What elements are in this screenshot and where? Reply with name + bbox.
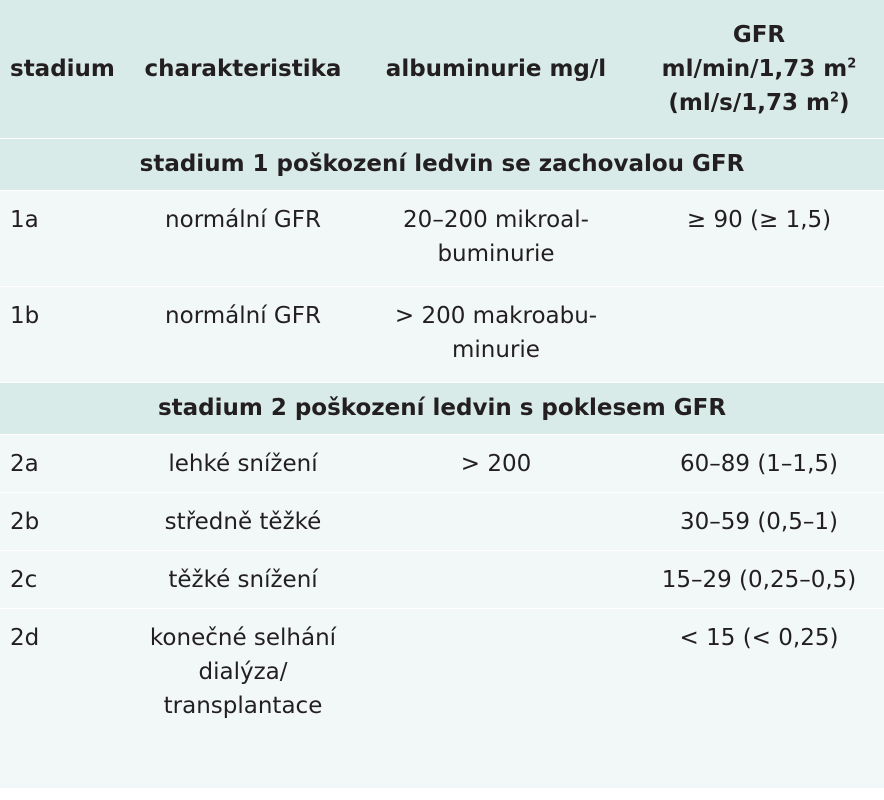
gfr-title: GFR xyxy=(732,21,786,48)
cell-alb xyxy=(358,608,634,788)
cell-gfr: 60–89 (1–1,5) xyxy=(679,450,838,477)
gfr-unit1-sup: 2 xyxy=(847,56,857,72)
cell-alb: 20–200 mikroal-buminurie xyxy=(403,206,589,267)
table-row xyxy=(0,434,884,492)
cell-char: normální GFR xyxy=(165,206,321,233)
cell-char: normální GFR xyxy=(165,302,321,329)
section-title-1: stadium 1 poškození ledvin se zachovalou GFR xyxy=(139,151,745,177)
cell-gfr: < 15 (< 0,25) xyxy=(679,624,839,651)
cell-stadium: 2b xyxy=(10,508,40,535)
cell-char: středně těžké xyxy=(164,508,322,535)
gfr-unit2-close: ) xyxy=(839,89,850,116)
cell-char: lehké snížení xyxy=(168,450,318,477)
gfr-unit-line1 xyxy=(642,52,876,86)
table-row xyxy=(0,608,884,788)
cell-stadium: 2a xyxy=(10,450,39,477)
table-row xyxy=(0,286,884,382)
gfr-unit2-text: (ml/s/1,73 m xyxy=(668,89,830,116)
cell-alb: > 200 makroabu-minurie xyxy=(394,302,598,363)
cell-stadium: 2d xyxy=(10,624,40,651)
header-stadium: stadium xyxy=(10,55,115,82)
cell-stadium: 1b xyxy=(10,302,40,329)
section-title-2: stadium 2 poškození ledvin s poklesem GFR xyxy=(157,395,727,421)
gfr-unit2-sup: 2 xyxy=(830,90,840,106)
cell-char: těžké snížení xyxy=(168,566,318,593)
cell-gfr: 15–29 (0,25–0,5) xyxy=(661,566,857,593)
cell-gfr: ≥ 90 (≥ 1,5) xyxy=(686,206,832,233)
cell-gfr xyxy=(634,286,884,382)
cell-stadium: 1a xyxy=(10,206,39,233)
cell-alb xyxy=(358,550,634,608)
cell-gfr: 30–59 (0,5–1) xyxy=(679,508,838,535)
section-row-1 xyxy=(0,138,884,190)
gfr-unit-line2 xyxy=(642,86,876,120)
header-charakteristika: charakteristika xyxy=(144,55,342,82)
cell-char: konečné selhání dialýza/ transplantace xyxy=(149,624,337,719)
header-gfr xyxy=(634,0,884,138)
table-row xyxy=(0,492,884,550)
header-row xyxy=(0,0,884,138)
cell-alb: > 200 xyxy=(460,450,532,477)
cell-alb xyxy=(358,492,634,550)
section-row-2 xyxy=(0,382,884,434)
table-row xyxy=(0,190,884,286)
cell-stadium: 2c xyxy=(10,566,38,593)
header-albuminurie: albuminurie mg/l xyxy=(385,55,607,82)
gfr-unit1-text: ml/min/1,73 m xyxy=(661,55,848,82)
table-row xyxy=(0,550,884,608)
